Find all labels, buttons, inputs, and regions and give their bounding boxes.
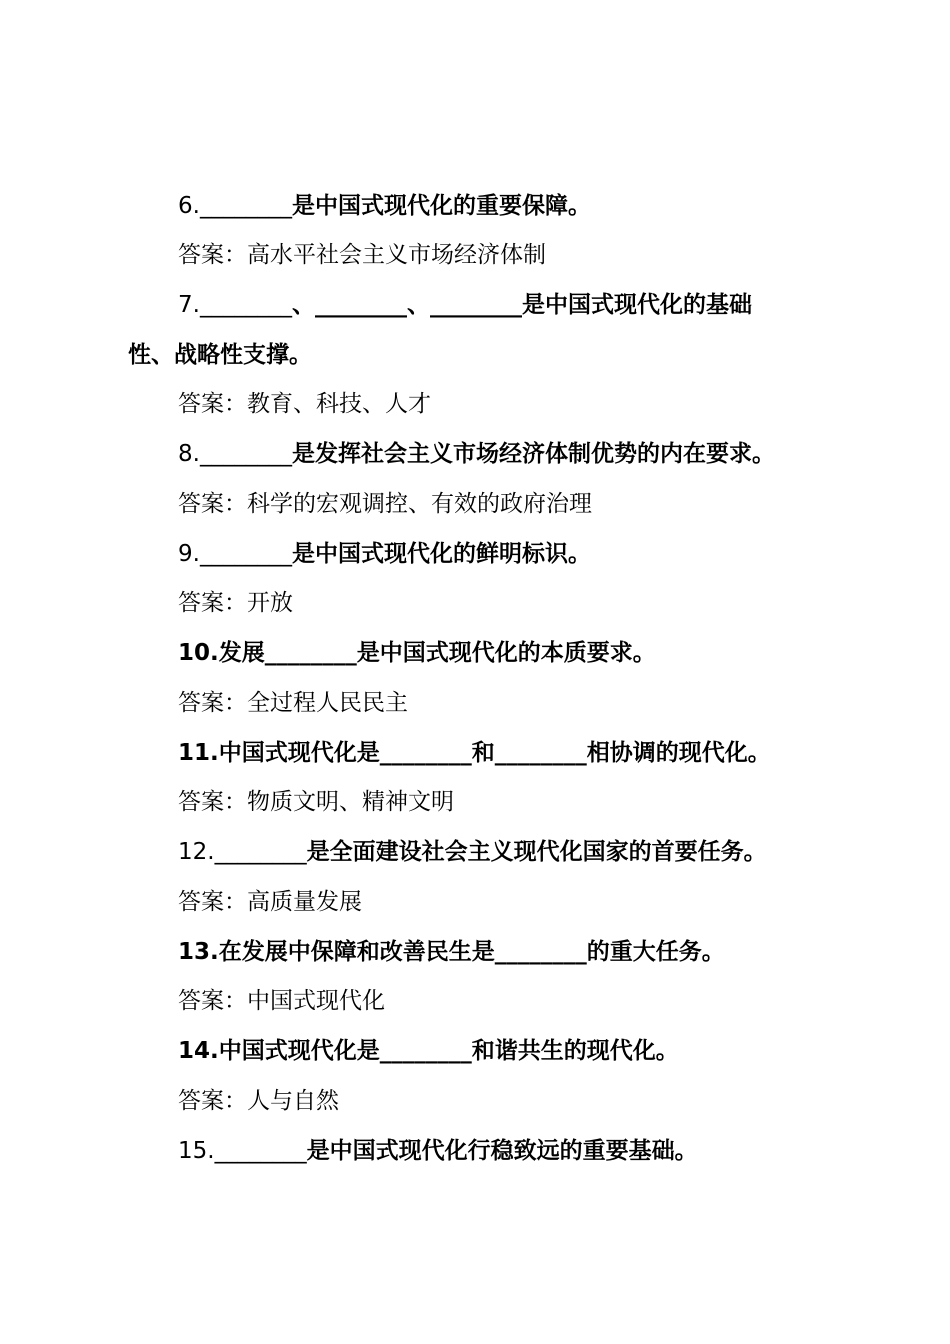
answer-13-text: 答案：中国式现代化 [178, 988, 385, 1014]
answer-10 [178, 688, 408, 718]
question-11-text: 11.中国式现代化是________和________相协调的现代化。 [178, 740, 771, 766]
question-10 [178, 638, 656, 668]
question-6-number: 6.________ [178, 193, 292, 219]
answer-7-text: 答案：教育、科技、人才 [178, 391, 431, 417]
answer-8 [178, 489, 592, 519]
answer-6-text: 答案：高水平社会主义市场经济体制 [178, 242, 546, 268]
answer-14 [178, 1086, 339, 1116]
answer-9 [178, 588, 293, 618]
question-15-text: 是中国式现代化行稳致远的重要基础。 [306, 1138, 698, 1164]
question-9 [178, 539, 591, 569]
answer-8-text: 答案：科学的宏观调控、有效的政府治理 [178, 491, 592, 517]
answer-14-text: 答案：人与自然 [178, 1088, 339, 1114]
question-11 [178, 738, 771, 768]
question-9-text: 是中国式现代化的鲜明标识。 [291, 541, 591, 567]
question-8-number: 8.________ [178, 441, 292, 467]
question-13 [178, 937, 725, 967]
question-6-text: 是中国式现代化的重要保障。 [291, 193, 591, 219]
question-15 [178, 1136, 698, 1166]
question-6 [178, 191, 591, 221]
question-13-text: 13.在发展中保障和改善民生是________的重大任务。 [178, 939, 725, 965]
answer-13 [178, 986, 385, 1016]
question-8 [178, 439, 775, 469]
question-10-text: 10.发展________是中国式现代化的本质要求。 [178, 640, 656, 666]
answer-10-text: 答案：全过程人民民主 [178, 690, 408, 716]
answer-6 [178, 240, 546, 270]
answer-11 [178, 787, 454, 817]
question-14 [178, 1036, 679, 1066]
question-15-number: 15.________ [178, 1138, 307, 1164]
question-12-number: 12.________ [178, 839, 307, 865]
question-12 [178, 837, 767, 867]
question-12-text: 是全面建设社会主义现代化国家的首要任务。 [306, 839, 767, 865]
answer-7 [178, 389, 431, 419]
answer-11-text: 答案：物质文明、精神文明 [178, 789, 454, 815]
question-7-number: 7.________ [178, 292, 292, 318]
question-9-number: 9.________ [178, 541, 292, 567]
question-7-continuation [128, 340, 312, 370]
answer-9-text: 答案：开放 [178, 590, 293, 616]
question-7-text: 、________、________是中国式现代化的基础 [291, 292, 752, 318]
question-14-text: 14.中国式现代化是________和谐共生的现代化。 [178, 1038, 679, 1064]
answer-12-text: 答案：高质量发展 [178, 889, 362, 915]
question-7 [178, 290, 752, 320]
question-8-text: 是发挥社会主义市场经济体制优势的内在要求。 [291, 441, 775, 467]
question-7-continuation-text: 性、战略性支撑。 [128, 342, 312, 368]
answer-12 [178, 887, 362, 917]
